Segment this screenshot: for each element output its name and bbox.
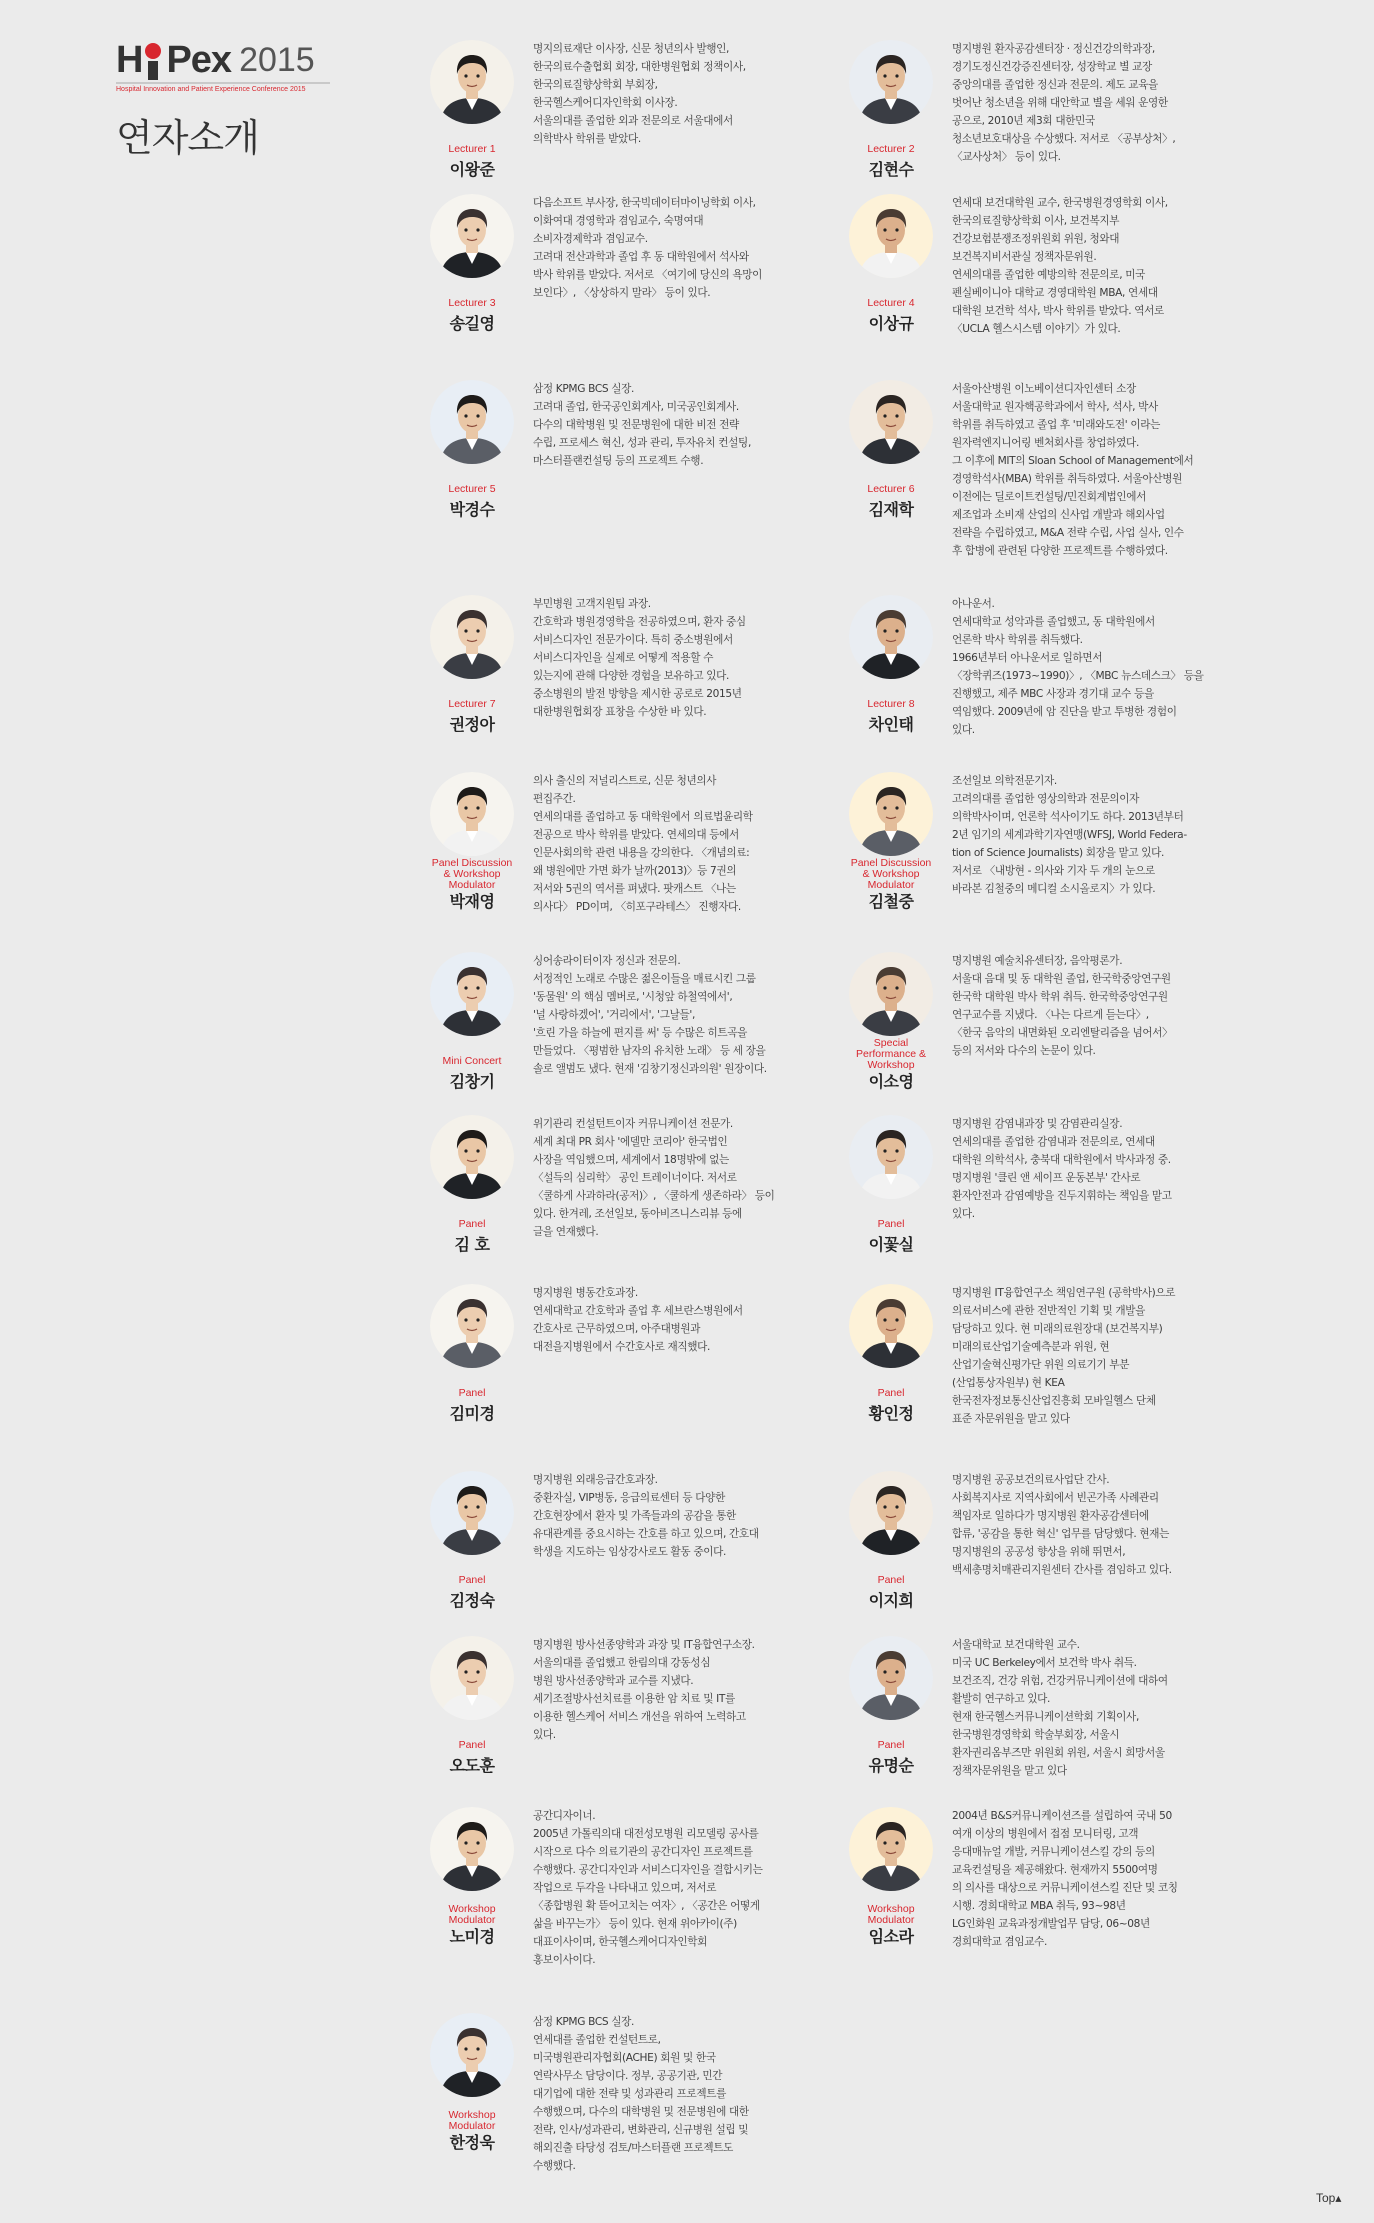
speaker-name: 박경수 bbox=[449, 500, 495, 519]
bio-line: 저서와 5권의 역서를 펴냈다. 팟캐스트 〈나는 bbox=[533, 883, 736, 895]
bio-line: 합류, '공감을 통한 혁신' 업무를 담당했다. 현재는 bbox=[952, 1528, 1170, 1540]
bio-line: 2005년 가톨릭의대 대전성모병원 리모델링 공사를 bbox=[533, 1828, 759, 1840]
speaker-name: 이왕준 bbox=[449, 160, 495, 179]
bio-line: '흐린 가을 하늘에 편지를 써' 등 수많은 히트곡을 bbox=[533, 1027, 748, 1039]
speaker-photo bbox=[849, 595, 933, 679]
speaker-bio bbox=[952, 1115, 1237, 1223]
bio-line: 〈설득의 심리학〉 공인 트레이너이다. 저서로 bbox=[533, 1172, 737, 1184]
bio-line: 서울의대를 졸업했고 한림의대 강동성심 bbox=[533, 1657, 711, 1669]
bio-line: 시작으로 다수 의료기관의 공간디자인 프로젝트를 bbox=[533, 1846, 753, 1858]
bio-line: 명지병원 예술치유센터장, 음악평론가. bbox=[952, 955, 1123, 967]
speaker-name: 노미경 bbox=[449, 1927, 495, 1946]
bio-line: 박사 학위를 받았다. 저서로 〈여기에 당신의 욕망이 bbox=[533, 269, 763, 281]
speaker-name: 김미경 bbox=[449, 1404, 495, 1423]
bio-line: 삶을 바꾸는가〉 등이 있다. 현재 위아카이(주) bbox=[533, 1918, 737, 1930]
bio-line: 명지병원 공공보건의료사업단 간사. bbox=[952, 1474, 1110, 1486]
speaker-role: Panel bbox=[877, 1387, 905, 1399]
bio-line: 연구교수를 지냈다. 〈나는 다르게 듣는다〉, bbox=[952, 1009, 1149, 1021]
speaker-name: 이상규 bbox=[868, 314, 914, 333]
speaker-photo-frame bbox=[430, 380, 514, 464]
bio-line: 한국전자정보통신산업진흥회 모바일헬스 단체 bbox=[952, 1395, 1156, 1407]
speaker-photo bbox=[849, 772, 933, 856]
bio-line: 2년 임기의 세계과학기자연맹(WFSJ, World Federa- bbox=[952, 829, 1187, 841]
bio-line: 작업으로 두각을 나타내고 있으며, 저서로 bbox=[533, 1882, 717, 1894]
bio-line: 의사다〉 PD이며, 〈히포구라테스〉 진행자다. bbox=[533, 901, 741, 913]
bio-line: 편집주간. bbox=[533, 793, 576, 805]
bio-line: 서울아산병원 이노베이션디자인센터 소장 bbox=[952, 383, 1136, 395]
speaker-role: Panel bbox=[458, 1218, 486, 1230]
bio-line: 이전에는 딜로이트컨설팅/민진회계법인에서 bbox=[952, 491, 1147, 503]
speaker-bio bbox=[952, 1807, 1237, 1951]
speaker-photo-frame bbox=[849, 1636, 933, 1720]
bio-line: 명지병원 IT융합연구소 책임연구원 (공학박사)으로 bbox=[952, 1287, 1176, 1299]
bio-line: 서울대 음대 및 동 대학원 졸업, 한국학중앙연구원 bbox=[952, 973, 1171, 985]
speaker-photo-frame bbox=[430, 194, 514, 278]
speaker-photo bbox=[849, 1471, 933, 1555]
speaker-role: Workshop Modulator bbox=[867, 1903, 915, 1926]
bio-line: 응대매뉴얼 개발, 커뮤니케이션스킬 강의 등의 bbox=[952, 1846, 1155, 1858]
speaker-photo-frame bbox=[430, 1284, 514, 1368]
bio-line: 벗어난 청소년을 위해 대안학교 별을 세워 운영한 bbox=[952, 97, 1168, 109]
bio-line: (산업통상자원부) 현 KEA bbox=[952, 1377, 1065, 1389]
speaker-photo bbox=[849, 1115, 933, 1199]
speaker-photo-frame bbox=[849, 1284, 933, 1368]
bio-line: 대학원 보건학 석사, 박사 학위를 받았다. 역서로 bbox=[952, 305, 1164, 317]
speaker-name: 황인정 bbox=[868, 1404, 914, 1423]
bio-line: 왜 병원에만 가면 화가 날까(2013)〉등 7권의 bbox=[533, 865, 737, 877]
bio-line: 삼정 KPMG BCS 실장. bbox=[533, 383, 635, 395]
speaker-role: Workshop Modulator bbox=[448, 2109, 496, 2132]
bio-line: 표준 자문위원을 맡고 있다 bbox=[952, 1413, 1070, 1425]
speaker-name: 김 호 bbox=[454, 1235, 490, 1254]
bio-line: 명지병원 병동간호과장. bbox=[533, 1287, 638, 1299]
speaker-bio bbox=[952, 952, 1237, 1060]
speaker-photo-frame bbox=[430, 1807, 514, 1891]
bio-line: 인문사회의학 관련 내용을 강의한다. 〈개념의료: bbox=[533, 847, 750, 859]
speaker-role: Lecturer 6 bbox=[867, 483, 915, 495]
speaker-name: 김철중 bbox=[868, 892, 914, 911]
bio-line: 명지병원 외래응급간호과장. bbox=[533, 1474, 658, 1486]
speaker-bio bbox=[533, 40, 818, 148]
bio-line: 사장을 역임했으며, 세계에서 18명밖에 없는 bbox=[533, 1154, 729, 1166]
bio-line: 후 합병에 관련된 다양한 프로젝트를 수행하였다. bbox=[952, 545, 1168, 557]
bio-line: 건강보험분쟁조정위원회 위원, 청와대 bbox=[952, 233, 1120, 245]
bio-line: 간호현장에서 환자 및 가족들과의 공감을 통한 bbox=[533, 1510, 736, 1522]
speaker-bio bbox=[533, 1115, 818, 1241]
bio-line: '동물원' 의 핵심 멤버로, '시청앞 하철역에서', bbox=[533, 991, 733, 1003]
bio-line: 연세의대를 졸업한 감염내과 전문의로, 연세대 bbox=[952, 1136, 1155, 1148]
bio-line: 수립, 프로세스 혁신, 성과 관리, 투자유치 컨설팅, bbox=[533, 437, 751, 449]
bio-line: 명지병원 '클린 앤 세이프 운동본부' 간사로 bbox=[952, 1172, 1141, 1184]
speaker-role: Special Performance & Workshop bbox=[855, 1037, 927, 1071]
bio-line: 학생을 지도하는 임상강사로도 활동 중이다. bbox=[533, 1546, 726, 1558]
logo-h: H bbox=[116, 39, 143, 81]
bio-line: 서비스디자인 전문가이다. 특히 중소병원에서 bbox=[533, 634, 733, 646]
bio-line: 병원 방사선종양학과 교수를 지냈다. bbox=[533, 1675, 694, 1687]
bio-line: 저서로 〈내방현 - 의사와 기자 두 개의 눈으로 bbox=[952, 865, 1155, 877]
bio-line: 전략, 인사/성과관리, 변화관리, 신규병원 설립 및 bbox=[533, 2124, 749, 2136]
bio-line: 서정적인 노래로 수많은 젊은이들을 매료시킨 그룹 bbox=[533, 973, 756, 985]
bio-line: 명지병원 방사선종양학과 과장 및 IT융합연구소장. bbox=[533, 1639, 755, 1651]
bio-line: 솔로 앨범도 냈다. 현재 '김창기정신과의원' 원장이다. bbox=[533, 1063, 767, 1075]
speaker-name: 김정숙 bbox=[449, 1591, 495, 1610]
bio-line: 현재 한국헬스커뮤니케이션학회 기획이사, bbox=[952, 1711, 1139, 1723]
bio-line: 의학박사이며, 언론학 석사이기도 하다. 2013년부터 bbox=[952, 811, 1184, 823]
speaker-name: 박재영 bbox=[449, 892, 495, 911]
speaker-bio bbox=[533, 194, 818, 302]
bio-line: 등의 저서와 다수의 논문이 있다. bbox=[952, 1045, 1096, 1057]
bio-line: 아나운서. bbox=[952, 598, 995, 610]
bio-line: 〈종합병원 확 뜯어고치는 여자〉, 〈공간은 어떻게 bbox=[533, 1900, 760, 1912]
bio-line: 수행했다. 공간디자인과 서비스디자인을 결합시키는 bbox=[533, 1864, 763, 1876]
bio-line: 있다. bbox=[533, 1729, 556, 1741]
speaker-photo bbox=[430, 595, 514, 679]
speaker-photo-frame bbox=[849, 1115, 933, 1199]
speaker-photo-frame bbox=[849, 772, 933, 856]
speaker-bio bbox=[952, 194, 1237, 338]
speaker-photo bbox=[849, 194, 933, 278]
bio-line: 보건조직, 건강 위험, 건강커뮤니케이션에 대하여 bbox=[952, 1675, 1168, 1687]
bio-line: 명지병원의 공공성 향상을 위해 뛰면서, bbox=[952, 1546, 1126, 1558]
bio-line: '널 사랑하겠어', '거리에서', '그날들', bbox=[533, 1009, 695, 1021]
speaker-bio bbox=[952, 380, 1237, 560]
speaker-bio bbox=[533, 952, 818, 1078]
bio-line: 의학박사 학위를 받았다. bbox=[533, 133, 641, 145]
bio-line: 역임했다. 2009년에 암 진단을 받고 투병한 경험이 bbox=[952, 706, 1177, 718]
bio-line: 유대관계를 중요시하는 간호를 하고 있으며, 간호대 bbox=[533, 1528, 759, 1540]
speaker-photo bbox=[849, 952, 933, 1036]
speaker-role: Lecturer 3 bbox=[448, 297, 496, 309]
speaker-role: Panel bbox=[458, 1574, 486, 1586]
bio-line: 보건복지비서관실 정책자문위원. bbox=[952, 251, 1097, 263]
speaker-photo-frame bbox=[849, 380, 933, 464]
bio-line: 한국의료질향상학회 부회장, bbox=[533, 79, 658, 91]
bio-line: 명지병원 감염내과장 및 감염관리실장. bbox=[952, 1118, 1123, 1130]
bio-line: 서울대학교 보건대학원 교수. bbox=[952, 1639, 1080, 1651]
bio-line: 원자력엔지니어링 벤처회사를 창업하였다. bbox=[952, 437, 1139, 449]
speaker-photo bbox=[430, 1636, 514, 1720]
speaker-bio bbox=[952, 772, 1237, 898]
bio-line: 다음소프트 부사장, 한국빅데이터마이닝학회 이사, bbox=[533, 197, 756, 209]
bio-line: 소비자경제학과 겸임교수. bbox=[533, 233, 648, 245]
speaker-role: Lecturer 5 bbox=[448, 483, 496, 495]
bio-line: 백세총명치매관리지원센터 간사를 겸임하고 있다. bbox=[952, 1564, 1172, 1576]
bio-line: 여개 이상의 병원에서 접점 모니터링, 고객 bbox=[952, 1828, 1139, 1840]
bio-line: tion of Science Journalists) 회장을 맡고 있다. bbox=[952, 847, 1165, 859]
bio-line: 담당하고 있다. 현 미래의료원장대 (보건복지부) bbox=[952, 1323, 1163, 1335]
bio-line: 산업기술혁신평가단 위원 의료기기 부분 bbox=[952, 1359, 1130, 1371]
bio-line: 수행했다. bbox=[533, 2160, 576, 2172]
bio-line: 한국학 대학원 박사 학위 취득. 한국학중앙연구원 bbox=[952, 991, 1168, 1003]
bio-line: 세계 최대 PR 회사 '에델만 코리아' 한국법인 bbox=[533, 1136, 728, 1148]
speaker-bio bbox=[952, 595, 1237, 739]
speaker-bio bbox=[952, 1636, 1237, 1780]
bio-line: 전략을 수립하였고, M&A 전략 수립, 사업 실사, 인수 bbox=[952, 527, 1184, 539]
bio-line: 공간디자이너. bbox=[533, 1810, 596, 1822]
speaker-role: Lecturer 1 bbox=[448, 143, 496, 155]
bio-line: 2004년 B&S커뮤니케이션즈를 설립하여 국내 50 bbox=[952, 1810, 1172, 1822]
bio-line: 의료서비스에 관한 전반적인 기획 및 개발을 bbox=[952, 1305, 1145, 1317]
speaker-role: Panel bbox=[877, 1574, 905, 1586]
bio-line: 공으로, 2010년 제3회 대한민국 bbox=[952, 115, 1095, 127]
bio-line: 〈UCLA 헬스시스템 이야기〉가 있다. bbox=[952, 323, 1121, 335]
bio-line: 이용한 헬스케어 서비스 개선을 위하여 노력하고 bbox=[533, 1711, 746, 1723]
bio-line: 책임자로 일하다가 명지병원 환자공감센터에 bbox=[952, 1510, 1149, 1522]
bio-line: 환자안전과 감염예방을 진두지휘하는 책임을 맡고 bbox=[952, 1190, 1172, 1202]
speaker-photo bbox=[430, 1284, 514, 1368]
speaker-photo-frame bbox=[849, 40, 933, 124]
bio-line: 〈교사상처〉 등이 있다. bbox=[952, 151, 1061, 163]
bio-line: 진행했고, 제주 MBC 사장과 경기대 교수 등을 bbox=[952, 688, 1154, 700]
bio-line: 수행했으며, 다수의 대학병원 및 전문병원에 대한 bbox=[533, 2106, 749, 2118]
bio-line: 연세대학교 성악과를 졸업했고, 동 대학원에서 bbox=[952, 616, 1155, 628]
logo-pex: Pex bbox=[166, 39, 232, 81]
bio-line: 중앙의대를 졸업한 정신과 전문의. 제도 교육을 bbox=[952, 79, 1158, 91]
bio-line: 대표이사이며, 한국헬스케어디자인학회 bbox=[533, 1936, 708, 1948]
speaker-photo bbox=[430, 1471, 514, 1555]
bio-line: 연세대학교 간호학과 졸업 후 세브란스병원에서 bbox=[533, 1305, 743, 1317]
speaker-bio bbox=[533, 772, 818, 916]
bio-line: 교육컨설팅을 제공해왔다. 현재까지 5500여명 bbox=[952, 1864, 1158, 1876]
bio-line: 의 의사를 대상으로 커뮤니케이션스킬 진단 및 코칭 bbox=[952, 1882, 1178, 1894]
speaker-name: 김현수 bbox=[868, 160, 914, 179]
hipex-logo[interactable] bbox=[116, 38, 356, 80]
bio-line: 연락사무소 담당이다. 정부, 공공기관, 민간 bbox=[533, 2070, 723, 2082]
bio-line: 해외진출 타당성 검토/마스터플랜 프로젝트도 bbox=[533, 2142, 734, 2154]
speaker-bio bbox=[533, 1284, 818, 1356]
speaker-photo bbox=[430, 194, 514, 278]
logo-subtitle: Hospital Innovation and Patient Experience Conference 2015 bbox=[116, 86, 306, 93]
bio-line: 대학원 의학석사, 충북대 대학원에서 박사과정 중. bbox=[952, 1154, 1171, 1166]
speaker-role: Panel bbox=[877, 1218, 905, 1230]
speaker-bio bbox=[533, 1636, 818, 1744]
speaker-photo-frame bbox=[849, 595, 933, 679]
bio-line: 위기관리 컨설턴트이자 커뮤니케이션 전문가. bbox=[533, 1118, 733, 1130]
bio-line: 환자권리옴부즈만 위원회 위원, 서울시 희망서울 bbox=[952, 1747, 1165, 1759]
bio-line: 이화여대 경영학과 겸임교수, 숙명여대 bbox=[533, 215, 704, 227]
speaker-photo bbox=[430, 1115, 514, 1199]
logo-year: 2015 bbox=[239, 41, 315, 79]
bio-line: 부민병원 고객지원팀 과장. bbox=[533, 598, 651, 610]
speaker-photo bbox=[430, 40, 514, 124]
speaker-photo-frame bbox=[430, 772, 514, 856]
speaker-name: 송길영 bbox=[449, 314, 495, 333]
speaker-name: 김재학 bbox=[868, 500, 914, 519]
bio-line: 만들었다. 〈평범한 남자의 유치한 노래〉 등 세 장을 bbox=[533, 1045, 766, 1057]
bio-line: LG인화원 교육과정개발업무 담당, 06~08년 bbox=[952, 1918, 1150, 1930]
bio-line: 명지병원 환자공감센터장 · 정신건강의학과장, bbox=[952, 43, 1155, 55]
bio-line: 연세의대를 졸업한 예방의학 전문의로, 미국 bbox=[952, 269, 1145, 281]
speaker-role: Panel bbox=[877, 1739, 905, 1751]
page-title: 연자소개 bbox=[116, 116, 259, 160]
speaker-photo-frame bbox=[430, 952, 514, 1036]
bio-line: 조선일보 의학전문기자. bbox=[952, 775, 1057, 787]
bio-line: 바라본 김철중의 메디컬 소시올로지〉가 있다. bbox=[952, 883, 1156, 895]
speaker-bio bbox=[533, 380, 818, 470]
speaker-photo bbox=[430, 2013, 514, 2097]
bio-line: 경영학석사(MBA) 학위를 취득하였다. 서울아산병원 bbox=[952, 473, 1183, 485]
speaker-photo bbox=[849, 1807, 933, 1891]
bio-line: 경기도정신건강증진센터장, 성장학교 별 교장 bbox=[952, 61, 1152, 73]
bio-line: 있다. bbox=[952, 724, 975, 736]
bio-line: 활발히 연구하고 있다. bbox=[952, 1693, 1051, 1705]
bio-line: 대한병원협회장 표창을 수상한 바 있다. bbox=[533, 706, 707, 718]
bio-line: 〈장학퀴즈(1973~1990)〉, 〈MBC 뉴스데스크〉 등을 bbox=[952, 670, 1204, 682]
speaker-photo bbox=[430, 952, 514, 1036]
bio-line: 고려대 전산과학과 졸업 후 동 대학원에서 석사와 bbox=[533, 251, 749, 263]
bio-line: 서울대학교 원자핵공학과에서 학사, 석사, 박사 bbox=[952, 401, 1158, 413]
speaker-role: Panel Discussion & Workshop Modulator bbox=[850, 857, 932, 891]
bio-line: 연세대 보건대학원 교수, 한국병원경영학회 이사, bbox=[952, 197, 1168, 209]
logo-i-dot-icon bbox=[142, 40, 166, 80]
speaker-bio bbox=[533, 1807, 818, 1969]
speaker-photo bbox=[430, 380, 514, 464]
speaker-role: Panel bbox=[458, 1387, 486, 1399]
bio-line: 정책자문위원을 맡고 있다 bbox=[952, 1765, 1067, 1777]
speaker-name: 김창기 bbox=[449, 1072, 495, 1091]
bio-line: 펜실베이니아 대학교 경영대학원 MBA, 연세대 bbox=[952, 287, 1158, 299]
speaker-role: Lecturer 8 bbox=[867, 698, 915, 710]
speaker-photo-frame bbox=[430, 1115, 514, 1199]
bio-line: 의사 출신의 저널리스트로, 신문 청년의사 bbox=[533, 775, 717, 787]
speaker-photo bbox=[849, 40, 933, 124]
speaker-photo-frame bbox=[430, 1471, 514, 1555]
page-header bbox=[116, 38, 356, 162]
bio-line: 사회복지사로 지역사회에서 빈곤가족 사례관리 bbox=[952, 1492, 1159, 1504]
speaker-role: Mini Concert bbox=[442, 1055, 502, 1067]
speaker-name: 오도훈 bbox=[449, 1756, 495, 1775]
speaker-photo-frame bbox=[849, 1807, 933, 1891]
bio-line: 전공으로 박사 학위를 받았다. 연세의대 등에서 bbox=[533, 829, 739, 841]
speaker-name: 한정욱 bbox=[449, 2133, 495, 2152]
bio-line: 미국 UC Berkeley에서 보건학 박사 취득. bbox=[952, 1657, 1137, 1669]
bio-line: 대기업에 대한 전략 및 성과관리 프로젝트를 bbox=[533, 2088, 726, 2100]
logo-divider bbox=[116, 82, 330, 84]
back-to-top-link[interactable]: Top▴ bbox=[1316, 2191, 1342, 2205]
bio-line: 〈한국 음악의 내면화된 오리엔탈리즘을 넘어서〉 bbox=[952, 1027, 1173, 1039]
speaker-name: 유명순 bbox=[868, 1756, 914, 1775]
speaker-bio bbox=[533, 595, 818, 721]
bio-line: 미국병원관리자협회(ACHE) 회원 및 한국 bbox=[533, 2052, 716, 2064]
speaker-bio bbox=[952, 1284, 1237, 1428]
bio-line: 〈쿨하게 사과하라(공저)〉, 〈쿨하게 생존하라〉 등이 bbox=[533, 1190, 775, 1202]
speaker-role: Lecturer 7 bbox=[448, 698, 496, 710]
bio-line: 있다. bbox=[952, 1208, 975, 1220]
bio-line: 학위를 취득하였고 졸업 후 '미래와도전' 이라는 bbox=[952, 419, 1160, 431]
bio-line: 한국의료수출협회 회장, 대한병원협회 정책이사, bbox=[533, 61, 746, 73]
speaker-name: 이지희 bbox=[868, 1591, 914, 1610]
bio-line: 경희대학교 겸임교수. bbox=[952, 1936, 1047, 1948]
bio-line: 연세의대를 졸업하고 동 대학원에서 의료법윤리학 bbox=[533, 811, 753, 823]
speaker-name: 차인태 bbox=[868, 715, 914, 734]
bio-line: 서비스디자인을 실제로 어떻게 적용할 수 bbox=[533, 652, 714, 664]
bio-line: 마스터플랜컨설팅 등의 프로젝트 수행. bbox=[533, 455, 704, 467]
bio-line: 언론학 박사 학위를 취득했다. bbox=[952, 634, 1083, 646]
bio-line: 삼정 KPMG BCS 실장. bbox=[533, 2016, 635, 2028]
bio-line: 싱어송라이터이자 정신과 전문의. bbox=[533, 955, 681, 967]
bio-line: 명지의료재단 이사장, 신문 청년의사 발행인, bbox=[533, 43, 730, 55]
speaker-name: 이꽃실 bbox=[868, 1235, 914, 1254]
bio-line: 한국병원경영학회 학술부회장, 서울시 bbox=[952, 1729, 1120, 1741]
speaker-photo bbox=[849, 1636, 933, 1720]
speaker-role: Panel bbox=[458, 1739, 486, 1751]
bio-line: 미래의료산업기술예측분과 위원, 현 bbox=[952, 1341, 1110, 1353]
bio-line: 보인다〉, 〈상상하지 말라〉 등이 있다. bbox=[533, 287, 711, 299]
bio-line: 고려대 졸업, 한국공인회계사, 미국공인회계사. bbox=[533, 401, 739, 413]
speaker-bio bbox=[533, 2013, 818, 2175]
speaker-photo-frame bbox=[430, 40, 514, 124]
bio-line: 고려의대를 졸업한 영상의학과 전문의이자 bbox=[952, 793, 1139, 805]
bio-line: 간호학과 병원경영학을 전공하였으며, 환자 중심 bbox=[533, 616, 746, 628]
speaker-bio bbox=[952, 40, 1237, 166]
speaker-photo-frame bbox=[849, 194, 933, 278]
bio-line: 홍보이사이다. bbox=[533, 1954, 596, 1966]
bio-line: 한국의료질향상학회 이사, 보건복지부 bbox=[952, 215, 1120, 227]
speaker-bio bbox=[533, 1471, 818, 1561]
speaker-name: 임소라 bbox=[868, 1927, 914, 1946]
speaker-photo-frame bbox=[430, 595, 514, 679]
bio-line: 다수의 대학병원 및 전문병원에 대한 비전 전략 bbox=[533, 419, 739, 431]
speaker-role: Lecturer 2 bbox=[867, 143, 915, 155]
bio-line: 청소년보호대상을 수상했다. 저서로 〈공부상처〉, bbox=[952, 133, 1176, 145]
speaker-role: Workshop Modulator bbox=[448, 1903, 496, 1926]
bio-line: 서울의대를 졸업한 외과 전문의로 서울대에서 bbox=[533, 115, 733, 127]
speaker-photo-frame bbox=[849, 1471, 933, 1555]
speaker-name: 권정아 bbox=[449, 715, 495, 734]
bio-line: 그 이후에 MIT의 Sloan School of Management에서 bbox=[952, 455, 1194, 467]
speaker-photo bbox=[430, 1807, 514, 1891]
bio-line: 있다. 한겨레, 조선일보, 동아비즈니스리뷰 등에 bbox=[533, 1208, 742, 1220]
bio-line: 중환자실, VIP병동, 응급의료센터 등 다양한 bbox=[533, 1492, 725, 1504]
bio-line: 있는지에 관해 다양한 경험을 보유하고 있다. bbox=[533, 670, 730, 682]
bio-line: 한국헬스케어디자인학회 이사장. bbox=[533, 97, 678, 109]
speaker-photo bbox=[849, 380, 933, 464]
bio-line: 연세대를 졸업한 컨설턴트로, bbox=[533, 2034, 661, 2046]
speaker-photo bbox=[430, 772, 514, 856]
speaker-role: Panel Discussion & Workshop Modulator bbox=[431, 857, 513, 891]
bio-line: 중소병원의 발전 방향을 제시한 공로로 2015년 bbox=[533, 688, 742, 700]
bio-line: 세기조절방사선치료를 이용한 암 치료 및 IT를 bbox=[533, 1693, 735, 1705]
bio-line: 시행. 경희대학교 MBA 취득, 93~98년 bbox=[952, 1900, 1126, 1912]
bio-line: 1966년부터 아나운서로 일하면서 bbox=[952, 652, 1103, 664]
speaker-name: 이소영 bbox=[868, 1072, 914, 1091]
speaker-photo-frame bbox=[849, 952, 933, 1036]
bio-line: 제조업과 소비재 산업의 신사업 개발과 해외사업 bbox=[952, 509, 1165, 521]
speaker-photo-frame bbox=[430, 2013, 514, 2097]
speaker-role: Lecturer 4 bbox=[867, 297, 915, 309]
speaker-photo bbox=[849, 1284, 933, 1368]
speaker-photo-frame bbox=[430, 1636, 514, 1720]
speaker-bio bbox=[952, 1471, 1237, 1579]
bio-line: 간호사로 근무하였으며, 아주대병원과 bbox=[533, 1323, 701, 1335]
bio-line: 대전을지병원에서 수간호사로 재직했다. bbox=[533, 1341, 711, 1353]
bio-line: 글을 연재했다. bbox=[533, 1226, 599, 1238]
